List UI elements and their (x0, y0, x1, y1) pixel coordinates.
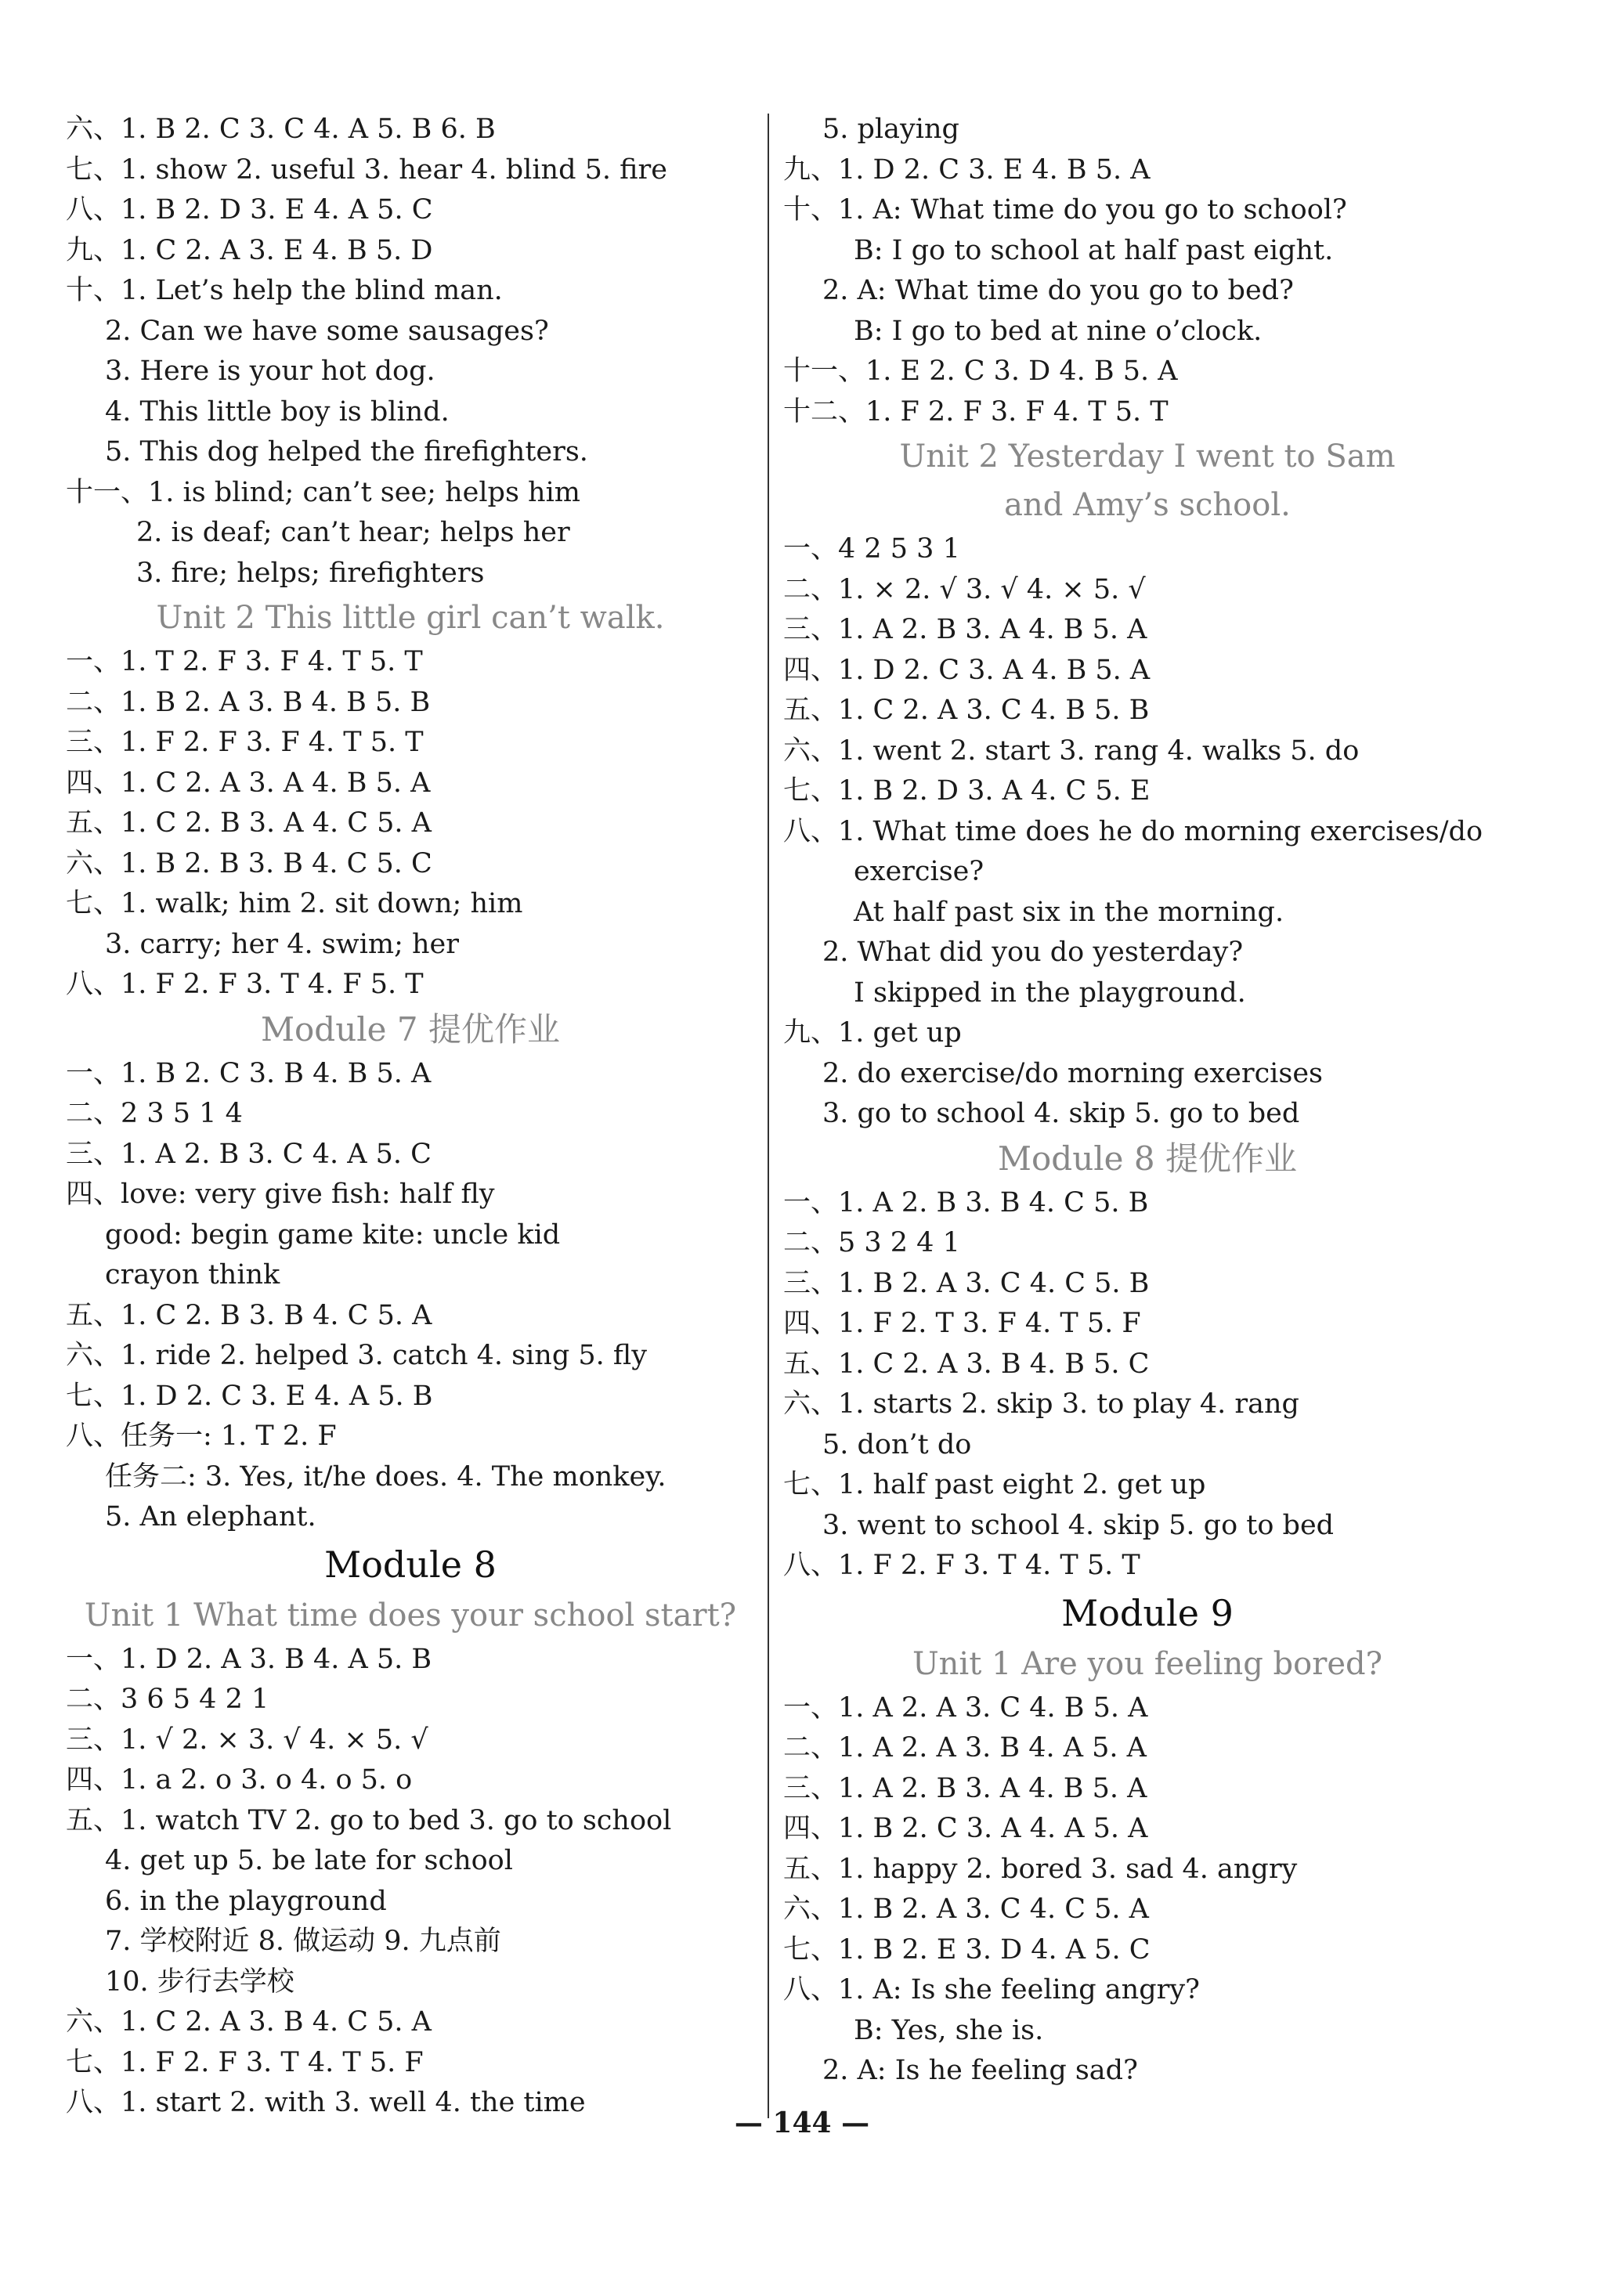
unit-heading: Unit 2 This little girl can’t walk. (156, 600, 665, 636)
answer-line: 一、1. A 2. A 3. C 4. B 5. A (783, 1691, 1148, 1724)
answer-line: 七、1. show 2. useful 3. hear 4. blind 5. fire (66, 153, 667, 186)
unit-heading: Unit 2 Yesterday I went to Sam (899, 439, 1396, 475)
answer-line: 二、3 6 5 4 2 1 (66, 1684, 269, 1715)
answer-line: 7. 学校附近 8. 做运动 9. 九点前 (105, 1926, 501, 1957)
answer-line: 十一、1. E 2. C 3. D 4. B 5. A (783, 356, 1178, 387)
answer-line: 任务二: 3. Yes, it/he does. 4. The monkey. (105, 1460, 667, 1493)
answer-line: 3. carry; her 4. swim; her (105, 928, 459, 960)
answer-line: 2. A: Is he feeling sad? (822, 2055, 1138, 2086)
answer-line: 二、1. × 2. √ 3. √ 4. × 5. √ (783, 573, 1146, 605)
answer-line: 六、1. B 2. A 3. C 4. C 5. A (783, 1893, 1149, 1925)
unit-heading: Unit 1 Are you feeling bored? (912, 1645, 1383, 1682)
answer-line: 一、4 2 5 3 1 (783, 533, 960, 565)
answer-line: 三、1. A 2. B 3. C 4. A 5. C (66, 1138, 432, 1170)
answer-line: 七、1. F 2. F 3. T 4. T 5. F (66, 2046, 424, 2078)
answer-line: 十、1. Let’s help the blind man. (66, 275, 503, 306)
answer-line: 八、1. A: Is she feeling angry? (783, 1974, 1200, 2005)
answer-line: 4. This little boy is blind. (105, 395, 450, 428)
answer-line: 九、1. C 2. A 3. E 4. B 5. D (66, 234, 433, 266)
answer-line: 九、1. get up (783, 1017, 962, 1049)
right-column (783, 110, 1512, 2092)
answer-line: 四、1. F 2. T 3. F 4. T 5. F (783, 1308, 1141, 1339)
answer-line: exercise? (854, 856, 984, 887)
answer-line: 10. 步行去学校 (105, 1966, 294, 1998)
answer-line: 三、1. F 2. F 3. F 4. T 5. T (66, 727, 424, 758)
answer-line: 八、1. What time does he do morning exercises/do (783, 815, 1483, 847)
answer-line: 二、1. A 2. A 3. B 4. A 5. A (783, 1732, 1147, 1764)
answer-line: 五、1. C 2. A 3. C 4. B 5. B (783, 695, 1150, 726)
answer-line: I skipped in the playground. (854, 977, 1246, 1009)
answer-line: 一、1. A 2. B 3. B 4. C 5. B (783, 1186, 1149, 1218)
answer-line: 四、1. C 2. A 3. A 4. B 5. A (66, 767, 431, 799)
answer-line: good: begin game kite: uncle kid (105, 1218, 561, 1251)
answer-line: 十二、1. F 2. F 3. F 4. T 5. T (783, 395, 1169, 428)
answer-line: 2. What did you do yesterday? (822, 937, 1244, 968)
answer-line: 四、1. B 2. C 3. A 4. A 5. A (783, 1813, 1148, 1844)
answer-line: 2. Can we have some sausages? (105, 315, 549, 347)
left-column (66, 110, 755, 2124)
answer-line: 六、1. ride 2. helped 3. catch 4. sing 5. fly (66, 1340, 648, 1371)
answer-line: 九、1. D 2. C 3. E 4. B 5. A (783, 153, 1151, 186)
answer-line: 3. fire; helps; firefighters (136, 557, 485, 589)
answer-line: 三、1. A 2. B 3. A 4. B 5. A (783, 1772, 1147, 1804)
answer-line: 六、1. B 2. B 3. B 4. C 5. C (66, 847, 432, 879)
answer-line: 六、1. went 2. start 3. rang 4. walks 5. do (783, 735, 1360, 767)
answer-line: 七、1. walk; him 2. sit down; him (66, 888, 523, 919)
answer-line: 五、1. watch TV 2. go to bed 3. go to school (66, 1804, 672, 1836)
answer-line: 2. do exercise/do morning exercises (822, 1057, 1324, 1089)
column-divider (768, 114, 769, 2118)
answer-line: 四、1. a 2. o 3. o 4. o 5. o (66, 1764, 413, 1796)
answer-line: 5. don’t do (822, 1428, 972, 1460)
answer-line: 二、5 3 2 4 1 (783, 1227, 960, 1258)
answer-line: B: I go to bed at nine o’clock. (854, 315, 1263, 347)
answer-line: 八、1. F 2. F 3. T 4. F 5. T (66, 969, 424, 1000)
answer-line: 三、1. √ 2. × 3. √ 4. × 5. √ (66, 1724, 428, 1756)
answer-line: 七、1. D 2. C 3. E 4. A 5. B (66, 1380, 433, 1412)
answer-line: 一、1. B 2. C 3. B 4. B 5. A (66, 1057, 432, 1089)
answer-line: 5. This dog helped the firefighters. (105, 436, 588, 468)
answer-line: B: I go to school at half past eight. (854, 234, 1334, 266)
answer-line: 四、love: very give fish: half fly (66, 1179, 495, 1210)
answer-line: 三、1. B 2. A 3. C 4. C 5. B (783, 1267, 1150, 1299)
answer-line: 6. in the playground (105, 1885, 387, 1917)
unit-heading: Unit 1 What time does your school start? (84, 1597, 737, 1634)
answer-line: 八、1. F 2. F 3. T 4. T 5. T (783, 1550, 1140, 1581)
answer-line: 八、1. start 2. with 3. well 4. the time (66, 2087, 586, 2118)
module-heading: Module 8 提优作业 (998, 1139, 1297, 1178)
unit-heading-continued: and Amy’s school. (1004, 487, 1291, 523)
answer-line: 十一、1. is blind; can’t see; helps him (66, 476, 580, 508)
answer-line: 3. Here is your hot dog. (105, 356, 435, 387)
answer-line: 3. went to school 4. skip 5. go to bed (822, 1509, 1335, 1541)
answer-line: crayon think (105, 1259, 280, 1291)
answer-line: 五、1. C 2. B 3. B 4. C 5. A (66, 1299, 432, 1331)
page-number: — 144 — (734, 2106, 870, 2139)
answer-line: 5. An elephant. (105, 1501, 316, 1532)
answer-line: B: Yes, she is. (854, 2014, 1044, 2046)
answer-line: 七、1. B 2. E 3. D 4. A 5. C (783, 1933, 1151, 1966)
answer-line: 六、1. B 2. C 3. C 4. A 5. B 6. B (66, 114, 496, 145)
answer-line: 一、1. D 2. A 3. B 4. A 5. B (66, 1643, 432, 1675)
module-heading: Module 7 提优作业 (261, 1009, 560, 1049)
answer-line: 二、1. B 2. A 3. B 4. B 5. B (66, 686, 431, 718)
answer-line: 五、1. C 2. A 3. B 4. B 5. C (783, 1348, 1150, 1380)
module-title: Module 9 (1061, 1591, 1234, 1634)
answer-line: 八、1. B 2. D 3. E 4. A 5. C (66, 194, 433, 226)
answer-line: 3. go to school 4. skip 5. go to bed (822, 1098, 1300, 1129)
answer-line: 十、1. A: What time do you go to school? (783, 194, 1347, 226)
answer-line: 二、2 3 5 1 4 (66, 1098, 243, 1129)
answer-line: 2. A: What time do you go to bed? (822, 275, 1294, 306)
answer-line: 五、1. happy 2. bored 3. sad 4. angry (783, 1853, 1298, 1885)
answer-line: At half past six in the morning. (854, 896, 1284, 928)
answer-line: 四、1. D 2. C 3. A 4. B 5. A (783, 654, 1151, 686)
answer-line: 5. playing (822, 114, 959, 145)
answer-line: 八、任务一: 1. T 2. F (66, 1421, 337, 1452)
answer-line: 三、1. A 2. B 3. A 4. B 5. A (783, 614, 1147, 645)
answer-line: 六、1. C 2. A 3. B 4. C 5. A (66, 2006, 432, 2038)
module-title: Module 8 (324, 1543, 497, 1586)
answer-line: 4. get up 5. be late for school (105, 1845, 513, 1876)
answer-line: 七、1. half past eight 2. get up (783, 1469, 1206, 1500)
answer-line: 七、1. B 2. D 3. A 4. C 5. E (783, 775, 1151, 807)
answer-line: 五、1. C 2. B 3. A 4. C 5. A (66, 807, 432, 839)
answer-line: 一、1. T 2. F 3. F 4. T 5. T (66, 646, 423, 677)
answer-line: 六、1. starts 2. skip 3. to play 4. rang (783, 1388, 1299, 1420)
answer-line: 2. is deaf; can’t hear; helps her (136, 517, 570, 548)
